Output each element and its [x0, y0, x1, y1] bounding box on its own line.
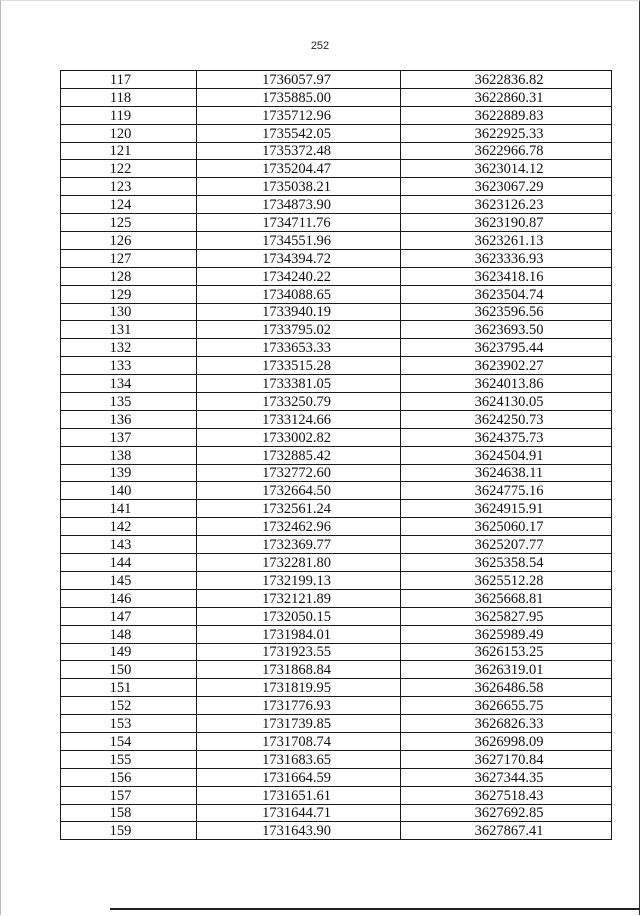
- x-coordinate-cell: 1732462.96: [197, 518, 401, 536]
- y-coordinate-cell: 3626826.33: [401, 715, 612, 733]
- y-coordinate-cell: 3627867.41: [401, 822, 612, 840]
- table-row: [61, 679, 612, 697]
- point-number-cell: 148: [61, 625, 197, 643]
- table-row: [61, 518, 612, 536]
- table-row: [61, 339, 612, 357]
- x-coordinate-cell: 1735204.47: [197, 160, 401, 178]
- table-row: [61, 106, 612, 124]
- table-row: [61, 643, 612, 661]
- point-number-cell: 121: [61, 142, 197, 160]
- x-coordinate-cell: 1731868.84: [197, 661, 401, 679]
- table-row: [61, 321, 612, 339]
- y-coordinate-cell: 3623126.23: [401, 196, 612, 214]
- table-row: [61, 804, 612, 822]
- y-coordinate-cell: 3623693.50: [401, 321, 612, 339]
- point-number-cell: 133: [61, 357, 197, 375]
- table-row: [61, 732, 612, 750]
- x-coordinate-cell: 1733002.82: [197, 428, 401, 446]
- y-coordinate-cell: 3624638.11: [401, 464, 612, 482]
- table-row: [61, 607, 612, 625]
- page-number: 252: [310, 40, 330, 52]
- point-number-cell: 158: [61, 804, 197, 822]
- scan-edge-line: [110, 908, 640, 910]
- x-coordinate-cell: 1732885.42: [197, 446, 401, 464]
- table-row: [61, 750, 612, 768]
- point-number-cell: 131: [61, 321, 197, 339]
- table-row: [61, 554, 612, 572]
- x-coordinate-cell: 1736057.97: [197, 71, 401, 89]
- point-number-cell: 130: [61, 303, 197, 321]
- y-coordinate-cell: 3623902.27: [401, 357, 612, 375]
- table-row: [61, 142, 612, 160]
- x-coordinate-cell: 1731683.65: [197, 750, 401, 768]
- y-coordinate-cell: 3625827.95: [401, 607, 612, 625]
- point-number-cell: 134: [61, 375, 197, 393]
- y-coordinate-cell: 3626486.58: [401, 679, 612, 697]
- point-number-cell: 136: [61, 410, 197, 428]
- point-number-cell: 141: [61, 500, 197, 518]
- x-coordinate-cell: 1732199.13: [197, 571, 401, 589]
- x-coordinate-cell: 1735372.48: [197, 142, 401, 160]
- table-row: [61, 124, 612, 142]
- y-coordinate-cell: 3627344.35: [401, 768, 612, 786]
- table-row: [61, 267, 612, 285]
- table-row: [61, 285, 612, 303]
- table-row: [61, 536, 612, 554]
- table-row: [61, 715, 612, 733]
- x-coordinate-cell: 1731739.85: [197, 715, 401, 733]
- point-number-cell: 129: [61, 285, 197, 303]
- y-coordinate-cell: 3627518.43: [401, 786, 612, 804]
- y-coordinate-cell: 3622860.31: [401, 88, 612, 106]
- point-number-cell: 140: [61, 482, 197, 500]
- point-number-cell: 152: [61, 697, 197, 715]
- x-coordinate-cell: 1735038.21: [197, 178, 401, 196]
- x-coordinate-cell: 1733940.19: [197, 303, 401, 321]
- table-row: [61, 697, 612, 715]
- point-number-cell: 120: [61, 124, 197, 142]
- y-coordinate-cell: 3625060.17: [401, 518, 612, 536]
- y-coordinate-cell: 3627692.85: [401, 804, 612, 822]
- y-coordinate-cell: 3625207.77: [401, 536, 612, 554]
- y-coordinate-cell: 3626319.01: [401, 661, 612, 679]
- table-row: [61, 571, 612, 589]
- table-row: [61, 214, 612, 232]
- point-number-cell: 125: [61, 214, 197, 232]
- table-row: [61, 88, 612, 106]
- table-row: [61, 589, 612, 607]
- x-coordinate-cell: 1733653.33: [197, 339, 401, 357]
- x-coordinate-cell: 1735542.05: [197, 124, 401, 142]
- x-coordinate-cell: 1733795.02: [197, 321, 401, 339]
- point-number-cell: 147: [61, 607, 197, 625]
- table-row: [61, 178, 612, 196]
- y-coordinate-cell: 3623504.74: [401, 285, 612, 303]
- table-row: [61, 822, 612, 840]
- point-number-cell: 128: [61, 267, 197, 285]
- y-coordinate-cell: 3626998.09: [401, 732, 612, 750]
- y-coordinate-cell: 3622966.78: [401, 142, 612, 160]
- y-coordinate-cell: 3626153.25: [401, 643, 612, 661]
- table-row: [61, 464, 612, 482]
- point-number-cell: 145: [61, 571, 197, 589]
- x-coordinate-cell: 1734873.90: [197, 196, 401, 214]
- point-number-cell: 132: [61, 339, 197, 357]
- y-coordinate-cell: 3622925.33: [401, 124, 612, 142]
- point-number-cell: 151: [61, 679, 197, 697]
- x-coordinate-cell: 1734394.72: [197, 249, 401, 267]
- x-coordinate-cell: 1735712.96: [197, 106, 401, 124]
- point-number-cell: 159: [61, 822, 197, 840]
- point-number-cell: 154: [61, 732, 197, 750]
- table-row: [61, 357, 612, 375]
- point-number-cell: 155: [61, 750, 197, 768]
- table-row: [61, 303, 612, 321]
- y-coordinate-cell: 3625358.54: [401, 554, 612, 572]
- x-coordinate-cell: 1732369.77: [197, 536, 401, 554]
- x-coordinate-cell: 1731819.95: [197, 679, 401, 697]
- table-row: [61, 71, 612, 89]
- x-coordinate-cell: 1731643.90: [197, 822, 401, 840]
- coordinate-table-body: [61, 71, 612, 840]
- coordinate-table-container: [60, 70, 611, 840]
- table-row: [61, 160, 612, 178]
- x-coordinate-cell: 1734711.76: [197, 214, 401, 232]
- y-coordinate-cell: 3624013.86: [401, 375, 612, 393]
- x-coordinate-cell: 1733250.79: [197, 393, 401, 411]
- table-row: [61, 500, 612, 518]
- point-number-cell: 142: [61, 518, 197, 536]
- point-number-cell: 119: [61, 106, 197, 124]
- table-row: [61, 196, 612, 214]
- x-coordinate-cell: 1732281.80: [197, 554, 401, 572]
- y-coordinate-cell: 3622889.83: [401, 106, 612, 124]
- coordinate-table: [60, 70, 612, 840]
- x-coordinate-cell: 1731708.74: [197, 732, 401, 750]
- point-number-cell: 124: [61, 196, 197, 214]
- y-coordinate-cell: 3624504.91: [401, 446, 612, 464]
- point-number-cell: 143: [61, 536, 197, 554]
- x-coordinate-cell: 1732050.15: [197, 607, 401, 625]
- x-coordinate-cell: 1733381.05: [197, 375, 401, 393]
- point-number-cell: 153: [61, 715, 197, 733]
- y-coordinate-cell: 3626655.75: [401, 697, 612, 715]
- x-coordinate-cell: 1731776.93: [197, 697, 401, 715]
- y-coordinate-cell: 3624775.16: [401, 482, 612, 500]
- x-coordinate-cell: 1732772.60: [197, 464, 401, 482]
- point-number-cell: 127: [61, 249, 197, 267]
- table-row: [61, 786, 612, 804]
- x-coordinate-cell: 1732664.50: [197, 482, 401, 500]
- y-coordinate-cell: 3623261.13: [401, 232, 612, 250]
- y-coordinate-cell: 3622836.82: [401, 71, 612, 89]
- x-coordinate-cell: 1733124.66: [197, 410, 401, 428]
- y-coordinate-cell: 3625668.81: [401, 589, 612, 607]
- y-coordinate-cell: 3623336.93: [401, 249, 612, 267]
- y-coordinate-cell: 3624250.73: [401, 410, 612, 428]
- point-number-cell: 150: [61, 661, 197, 679]
- point-number-cell: 156: [61, 768, 197, 786]
- y-coordinate-cell: 3623596.56: [401, 303, 612, 321]
- y-coordinate-cell: 3625512.28: [401, 571, 612, 589]
- y-coordinate-cell: 3623067.29: [401, 178, 612, 196]
- point-number-cell: 146: [61, 589, 197, 607]
- x-coordinate-cell: 1731984.01: [197, 625, 401, 643]
- y-coordinate-cell: 3627170.84: [401, 750, 612, 768]
- table-row: [61, 768, 612, 786]
- table-row: [61, 410, 612, 428]
- y-coordinate-cell: 3623418.16: [401, 267, 612, 285]
- table-row: [61, 446, 612, 464]
- point-number-cell: 123: [61, 178, 197, 196]
- x-coordinate-cell: 1731923.55: [197, 643, 401, 661]
- x-coordinate-cell: 1731644.71: [197, 804, 401, 822]
- point-number-cell: 135: [61, 393, 197, 411]
- y-coordinate-cell: 3624130.05: [401, 393, 612, 411]
- x-coordinate-cell: 1734551.96: [197, 232, 401, 250]
- point-number-cell: 138: [61, 446, 197, 464]
- y-coordinate-cell: 3624915.91: [401, 500, 612, 518]
- y-coordinate-cell: 3623190.87: [401, 214, 612, 232]
- y-coordinate-cell: 3624375.73: [401, 428, 612, 446]
- table-row: [61, 375, 612, 393]
- point-number-cell: 122: [61, 160, 197, 178]
- point-number-cell: 126: [61, 232, 197, 250]
- table-row: [61, 249, 612, 267]
- x-coordinate-cell: 1734240.22: [197, 267, 401, 285]
- x-coordinate-cell: 1733515.28: [197, 357, 401, 375]
- y-coordinate-cell: 3625989.49: [401, 625, 612, 643]
- point-number-cell: 149: [61, 643, 197, 661]
- table-row: [61, 232, 612, 250]
- table-row: [61, 661, 612, 679]
- x-coordinate-cell: 1732121.89: [197, 589, 401, 607]
- x-coordinate-cell: 1732561.24: [197, 500, 401, 518]
- table-row: [61, 482, 612, 500]
- point-number-cell: 137: [61, 428, 197, 446]
- table-row: [61, 625, 612, 643]
- point-number-cell: 117: [61, 71, 197, 89]
- point-number-cell: 118: [61, 88, 197, 106]
- x-coordinate-cell: 1735885.00: [197, 88, 401, 106]
- x-coordinate-cell: 1734088.65: [197, 285, 401, 303]
- x-coordinate-cell: 1731664.59: [197, 768, 401, 786]
- point-number-cell: 144: [61, 554, 197, 572]
- table-row: [61, 393, 612, 411]
- point-number-cell: 139: [61, 464, 197, 482]
- table-row: [61, 428, 612, 446]
- y-coordinate-cell: 3623014.12: [401, 160, 612, 178]
- x-coordinate-cell: 1731651.61: [197, 786, 401, 804]
- y-coordinate-cell: 3623795.44: [401, 339, 612, 357]
- point-number-cell: 157: [61, 786, 197, 804]
